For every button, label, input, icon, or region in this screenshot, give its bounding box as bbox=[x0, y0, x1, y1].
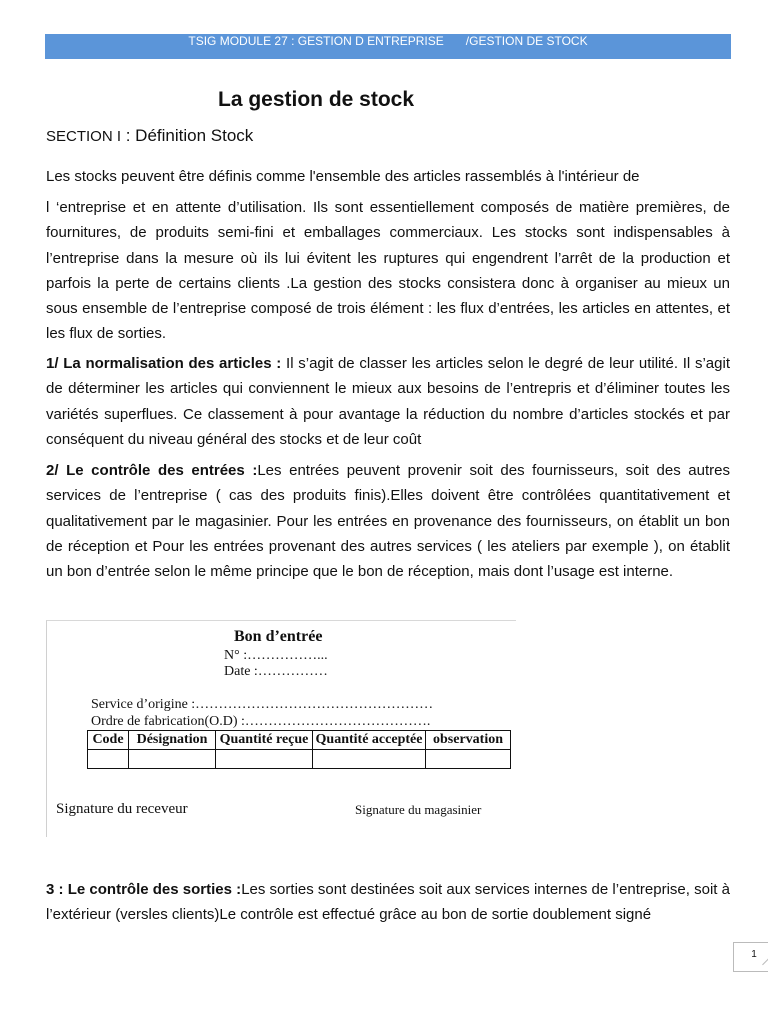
page-curl-icon bbox=[762, 958, 768, 971]
section-prefix: SECTION I bbox=[46, 128, 122, 145]
form-table bbox=[87, 730, 511, 769]
sorties-heading: 3 : Le contrôle des sorties : bbox=[46, 881, 242, 898]
entrees-heading: 2/ Le contrôle des entrées : bbox=[46, 462, 258, 479]
form-service: Service d’origine :…………………………………………… bbox=[91, 697, 434, 712]
normalisation-text: Il s’agit de classer les articles selon le degré de leur utilité. Il s’agit de déterminer les articles qui conviennent le mieux aux besoins de l’entrepris et d’éliminer toutes les variétés superflues. Ce classement à pour avantage la réduction du nombre d’articles stockés et par conséquent du niveau général des stocks et de leur coût bbox=[46, 355, 730, 448]
header-left: TSIG MODULE 27 : GESTION D ENTREPRISE bbox=[188, 34, 444, 48]
header-right: /GESTION DE STOCK bbox=[465, 34, 588, 48]
col-code: Code bbox=[88, 731, 129, 750]
form-signature-receveur: Signature du receveur bbox=[56, 801, 188, 817]
form-table-header bbox=[88, 731, 511, 750]
bon-entree-figure bbox=[46, 620, 516, 837]
form-table-row bbox=[88, 750, 511, 769]
paragraph-normalisation bbox=[46, 351, 730, 452]
paragraph-controle-entrees bbox=[46, 458, 730, 584]
form-date: Date :…………… bbox=[224, 664, 328, 679]
form-ordre: Ordre de fabrication(O.D) :…………………………………. bbox=[91, 714, 431, 729]
normalisation-heading: 1/ La normalisation des articles : bbox=[46, 355, 282, 372]
page-title: La gestion de stock bbox=[218, 88, 415, 111]
section-heading bbox=[46, 126, 253, 146]
col-observation: observation bbox=[426, 731, 511, 750]
paragraph-definition: l ‘entreprise et en attente d’utilisation. Ils sont essentiellement composés de matière premières, de fournitures, de produits semi-fini et emballages commerciaux. Les stocks sont indispensables à l’entreprise dans la mesure où ils lui évitent les ruptures qui engendrent l’arrêt de la production et parfois la perte de certains clients .La gestion des stocks consistera donc à organiser au mieux un sous ensemble de l’entreprise composé de trois élément : les flux d’entrées, les articles en attentes, et les flux de sorties. bbox=[46, 199, 730, 343]
col-quantite-recue: Quantité reçue bbox=[216, 731, 313, 750]
form-numero: N° :……………... bbox=[224, 648, 328, 663]
entrees-text: Les entrées peuvent provenir soit des fournisseurs, soit des autres services de l’entreprise ( cas des produits finis).Elles doivent être contrôlées quantitativement et qualitativement par le magasinier. Pour les entrées en provenance des fournisseurs, on établit un bon de réception et Pour les entrées provenant des autres services ( les ateliers par exemple ), on établit un bon d’entrée selon le même principe que le bon de réception, mais dont l’usage est interne. bbox=[46, 462, 730, 581]
page-number: 1 bbox=[751, 949, 757, 960]
paragraph-controle-sorties bbox=[46, 877, 730, 928]
col-quantite-acceptee: Quantité acceptée bbox=[313, 731, 426, 750]
col-designation: Désignation bbox=[129, 731, 216, 750]
sorties-text: Les sorties sont destinées soit aux services internes de l’entreprise, soit à l’extérieur (versles clients)Le contrôle est effectué grâce au bon de sortie doublement signé bbox=[46, 881, 730, 924]
form-signature-magasinier: Signature du magasinier bbox=[355, 802, 482, 817]
form-title: Bon d’entrée bbox=[234, 628, 323, 645]
intro-line: Les stocks peuvent être définis comme l'ensemble des articles rassemblés à l'intérieur de bbox=[46, 168, 640, 185]
page-number-box bbox=[733, 942, 768, 972]
section-title: : Définition Stock bbox=[121, 126, 254, 145]
running-header bbox=[45, 34, 731, 59]
